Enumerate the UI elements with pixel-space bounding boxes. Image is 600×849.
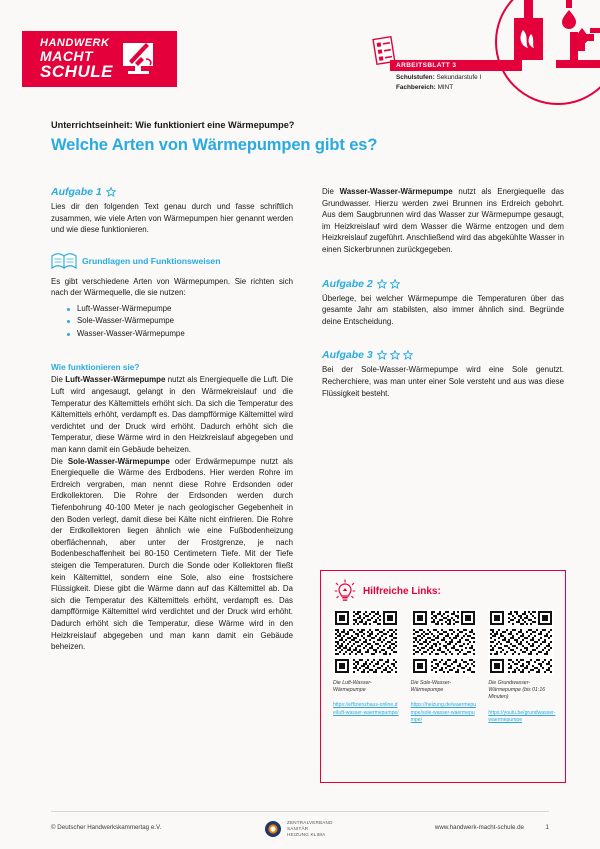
p2-pre: Die: [51, 456, 68, 466]
worksheet-meta: [396, 73, 481, 92]
helpful-links-header: [330, 579, 556, 603]
meta-label-schulstufen: Schulstufen:: [396, 74, 435, 81]
p3-pre: Die: [322, 187, 340, 196]
star-icon: [390, 279, 400, 289]
p3-post: nutzt als Energiequelle das Grundwasser. Hierzu werden zwei Brunnen ins Erdreich gebohrt. Aus dem Saugbrunnen wird das Wasser zur Wärmepumpe gesaugt, im Heizkreislauf wird dem Wasser die Wärme entzogen und dem Heizkreislauf zugeführt. Anschließend wird das abgekühlte Wasser in einen Sickerbrunnen zurückgegeben.: [322, 187, 564, 254]
meta-row-fachbereich: [396, 83, 481, 93]
star-icon: [377, 279, 387, 289]
qr-url-3[interactable]: https://youtu.be/grundwasser-waermepumpe: [488, 709, 556, 723]
qr-url-2[interactable]: https://heizung.de/waermepumpe/sole-wasser-waermepumpe/: [410, 702, 477, 723]
task-1-label: Aufgabe 1: [51, 186, 102, 198]
page-title: Welche Arten von Wärmepumpen gibt es?: [51, 136, 378, 154]
left-column: [51, 186, 293, 653]
task-2-stars: [377, 279, 400, 289]
list-item: Luft-Wasser-Wärmepumpe: [77, 303, 293, 316]
brand-logo: [22, 31, 177, 87]
star-icon: [377, 350, 387, 360]
task-3-heading: [322, 349, 564, 361]
task-3-stars: [377, 350, 413, 360]
qr-caption-3: Die Grundwasser-Wärmepumpe (bis 01:16 Minuten): [488, 680, 546, 701]
task-1-heading: [51, 186, 293, 198]
list-item: Sole-Wasser-Wärmepumpe: [77, 315, 293, 328]
basics-heading-label: Grundlagen und Funktionsweisen: [82, 255, 221, 266]
page-footer: [0, 805, 600, 849]
partner-logo: [264, 820, 333, 838]
qr-code-1[interactable]: [333, 609, 399, 675]
worksheet-badge-label: ARBEITSBLATT 3: [396, 62, 457, 69]
star-icon: [403, 350, 413, 360]
task-1-text: Lies dir den folgenden Text genau durch und fasse schriftlich zusammen, wie viele Arten von Wärmepumpen hier genannt werden und wie diese funktionieren.: [51, 202, 293, 235]
task-1-stars: [106, 187, 116, 197]
task-3-text: Bei der Sole-Wasser-Wärmepumpe wird eine Sole genutzt. Recherchiere, was man unter einer Sole versteht und aus was diese Flüssigkeit besteht.: [322, 365, 564, 398]
meta-row-schulstufen: [396, 73, 481, 83]
zvshk-ring-icon: [264, 820, 282, 838]
list-item: Wasser-Wasser-Wärmepumpe: [77, 328, 293, 341]
basics-intro: Es gibt verschiedene Arten von Wärmepumpen. Sie richten sich nach der Wärmequelle, die sie nutzen:: [51, 276, 293, 298]
basics-heading: [51, 252, 293, 270]
monitor-tools-icon: [119, 41, 159, 77]
meta-value-schulstufen: Sekundarstufe I: [436, 74, 482, 81]
p1-pre: Die: [51, 375, 66, 385]
task-2-text: Überlege, bei welcher Wärmepumpe die Temperaturen über das gesamte Jahr am stabilsten, also immer ähnlich sind. Begründe deine Entscheidung.: [322, 293, 564, 326]
lightbulb-icon: [334, 579, 356, 603]
task-2-label: Aufgabe 2: [322, 277, 373, 290]
qr-url-1[interactable]: https://effizienzhaus-online.de/luft-wasser-waermepumpe/: [333, 702, 399, 716]
qr-caption-1: Die Luft-Wasser-Wärmepumpe: [333, 680, 372, 694]
open-book-icon: [51, 252, 77, 270]
footer-divider: [51, 811, 549, 812]
partner-line-1: ZENTRALVERBAND: [287, 820, 333, 825]
qr-code-3[interactable]: [488, 609, 554, 675]
task-2-heading: [322, 278, 564, 290]
qr-caption-2: Die Sole-Wasser-Wärmepumpe: [410, 680, 452, 694]
page-header: [0, 0, 600, 108]
how-paragraph-1: [51, 374, 293, 455]
how-paragraph-3: [322, 186, 564, 256]
footer-website[interactable]: www.handwerk-macht-schule.de: [434, 824, 524, 831]
meta-value-fachbereich: MINT: [437, 83, 454, 91]
brand-logo-line1: HANDWERK: [40, 37, 110, 49]
p2-post: oder Erdwärmepumpe nutzt als Energiequelle die Wärme des Erdbodens. Hier werden Rohre im Erdreich vergraben, man nennt diese Rohre Erdsonden oder Erdkollektoren. Die Rohre der Erdsonden werden durch Tiefenbohrung 40-100 Meter je nach geologischer Gegebenheit in den Boden verlegt, damit diese bei Kälte nicht einfrieren. Die Rohre der Erdkollektoren liegen ähnlich wie eine Fußbodenheizung oberflächennah, aber unter der Frostgrenze, je nach Bodenbeschaffenheit bei 80-150 Centimetern Tiefe. Mit der Tiefe steigen die Temperaturen. Durch die Sonde oder Kollektoren fließt kein Kältemittel, sondern eine Sole, also eine frostsichere Flüssigkeit. Diese gibt die Wärme dann auf das Kältemittel ab. Da sich die Temperatur des Kältemittels erhöht, verdampft es. Das dampfförmige Kältemittel wird verdichtet und der Druck wird erhöht. Dadurch erhöht sich die Temperatur, diese Wärme wird in den Heizkreislauf abgegeben und man kann damit ein Gebäude beheizen.: [51, 456, 293, 652]
partner-line-2: SANITÄR: [287, 826, 309, 831]
brand-logo-line3: SCHULE: [40, 62, 113, 81]
partner-line-3: HEIZUNG KLIMA: [287, 832, 326, 837]
heatpump-type-list: [51, 303, 293, 341]
helpful-links-title: Hilfreiche Links:: [363, 585, 441, 597]
qr-item-1: [333, 609, 401, 724]
right-column: [322, 186, 564, 399]
how-heading: Wie funktionieren sie?: [51, 362, 140, 373]
footer-page-number: 1: [545, 824, 549, 831]
p3-term: Wasser-Wasser-Wärmepumpe: [339, 187, 453, 196]
partner-logo-text: [287, 820, 333, 838]
qr-item-3: [488, 609, 556, 724]
plumbing-heating-circle-icon: [478, 0, 600, 132]
qr-code-row: [330, 609, 556, 724]
how-paragraph-2: [51, 456, 293, 653]
qr-code-2[interactable]: [411, 609, 477, 675]
brand-logo-text: [40, 38, 113, 80]
p1-term: Luft-Wasser-Wärmepumpe: [65, 375, 166, 385]
star-icon: [106, 187, 116, 197]
helpful-links-box: [320, 570, 566, 783]
p1-post: nutzt als Energiequelle die Luft. Die Luft wird angesaugt, gelangt in den Wärmekreislauf und die Temperatur des Kältemittels erhöht sich. Da sich die Temperatur des Kältemittels erhöht, verdampft es. Das dampfförmige Kältemittel wird verdichtet und der Druck wird erhöht. Dadurch erhöht sich die Temperatur, diese Wärme wird in den Heizkreislauf abgegeben und man kann damit ein Gebäude beheizen.: [51, 375, 293, 455]
star-icon: [390, 350, 400, 360]
p2-term: Sole-Wasser-Wärmepumpe: [67, 456, 170, 466]
unit-subtitle: Unterrichtseinheit: Wie funktioniert eine Wärmepumpe?: [51, 120, 295, 130]
brand-logo-line2: MACHT: [40, 48, 94, 64]
qr-item-2: [411, 609, 479, 724]
meta-label-fachbereich: Fachbereich:: [396, 83, 436, 91]
task-3-label: Aufgabe 3: [322, 349, 373, 362]
footer-copyright: © Deutscher Handwerkskammertag e.V.: [51, 824, 162, 831]
